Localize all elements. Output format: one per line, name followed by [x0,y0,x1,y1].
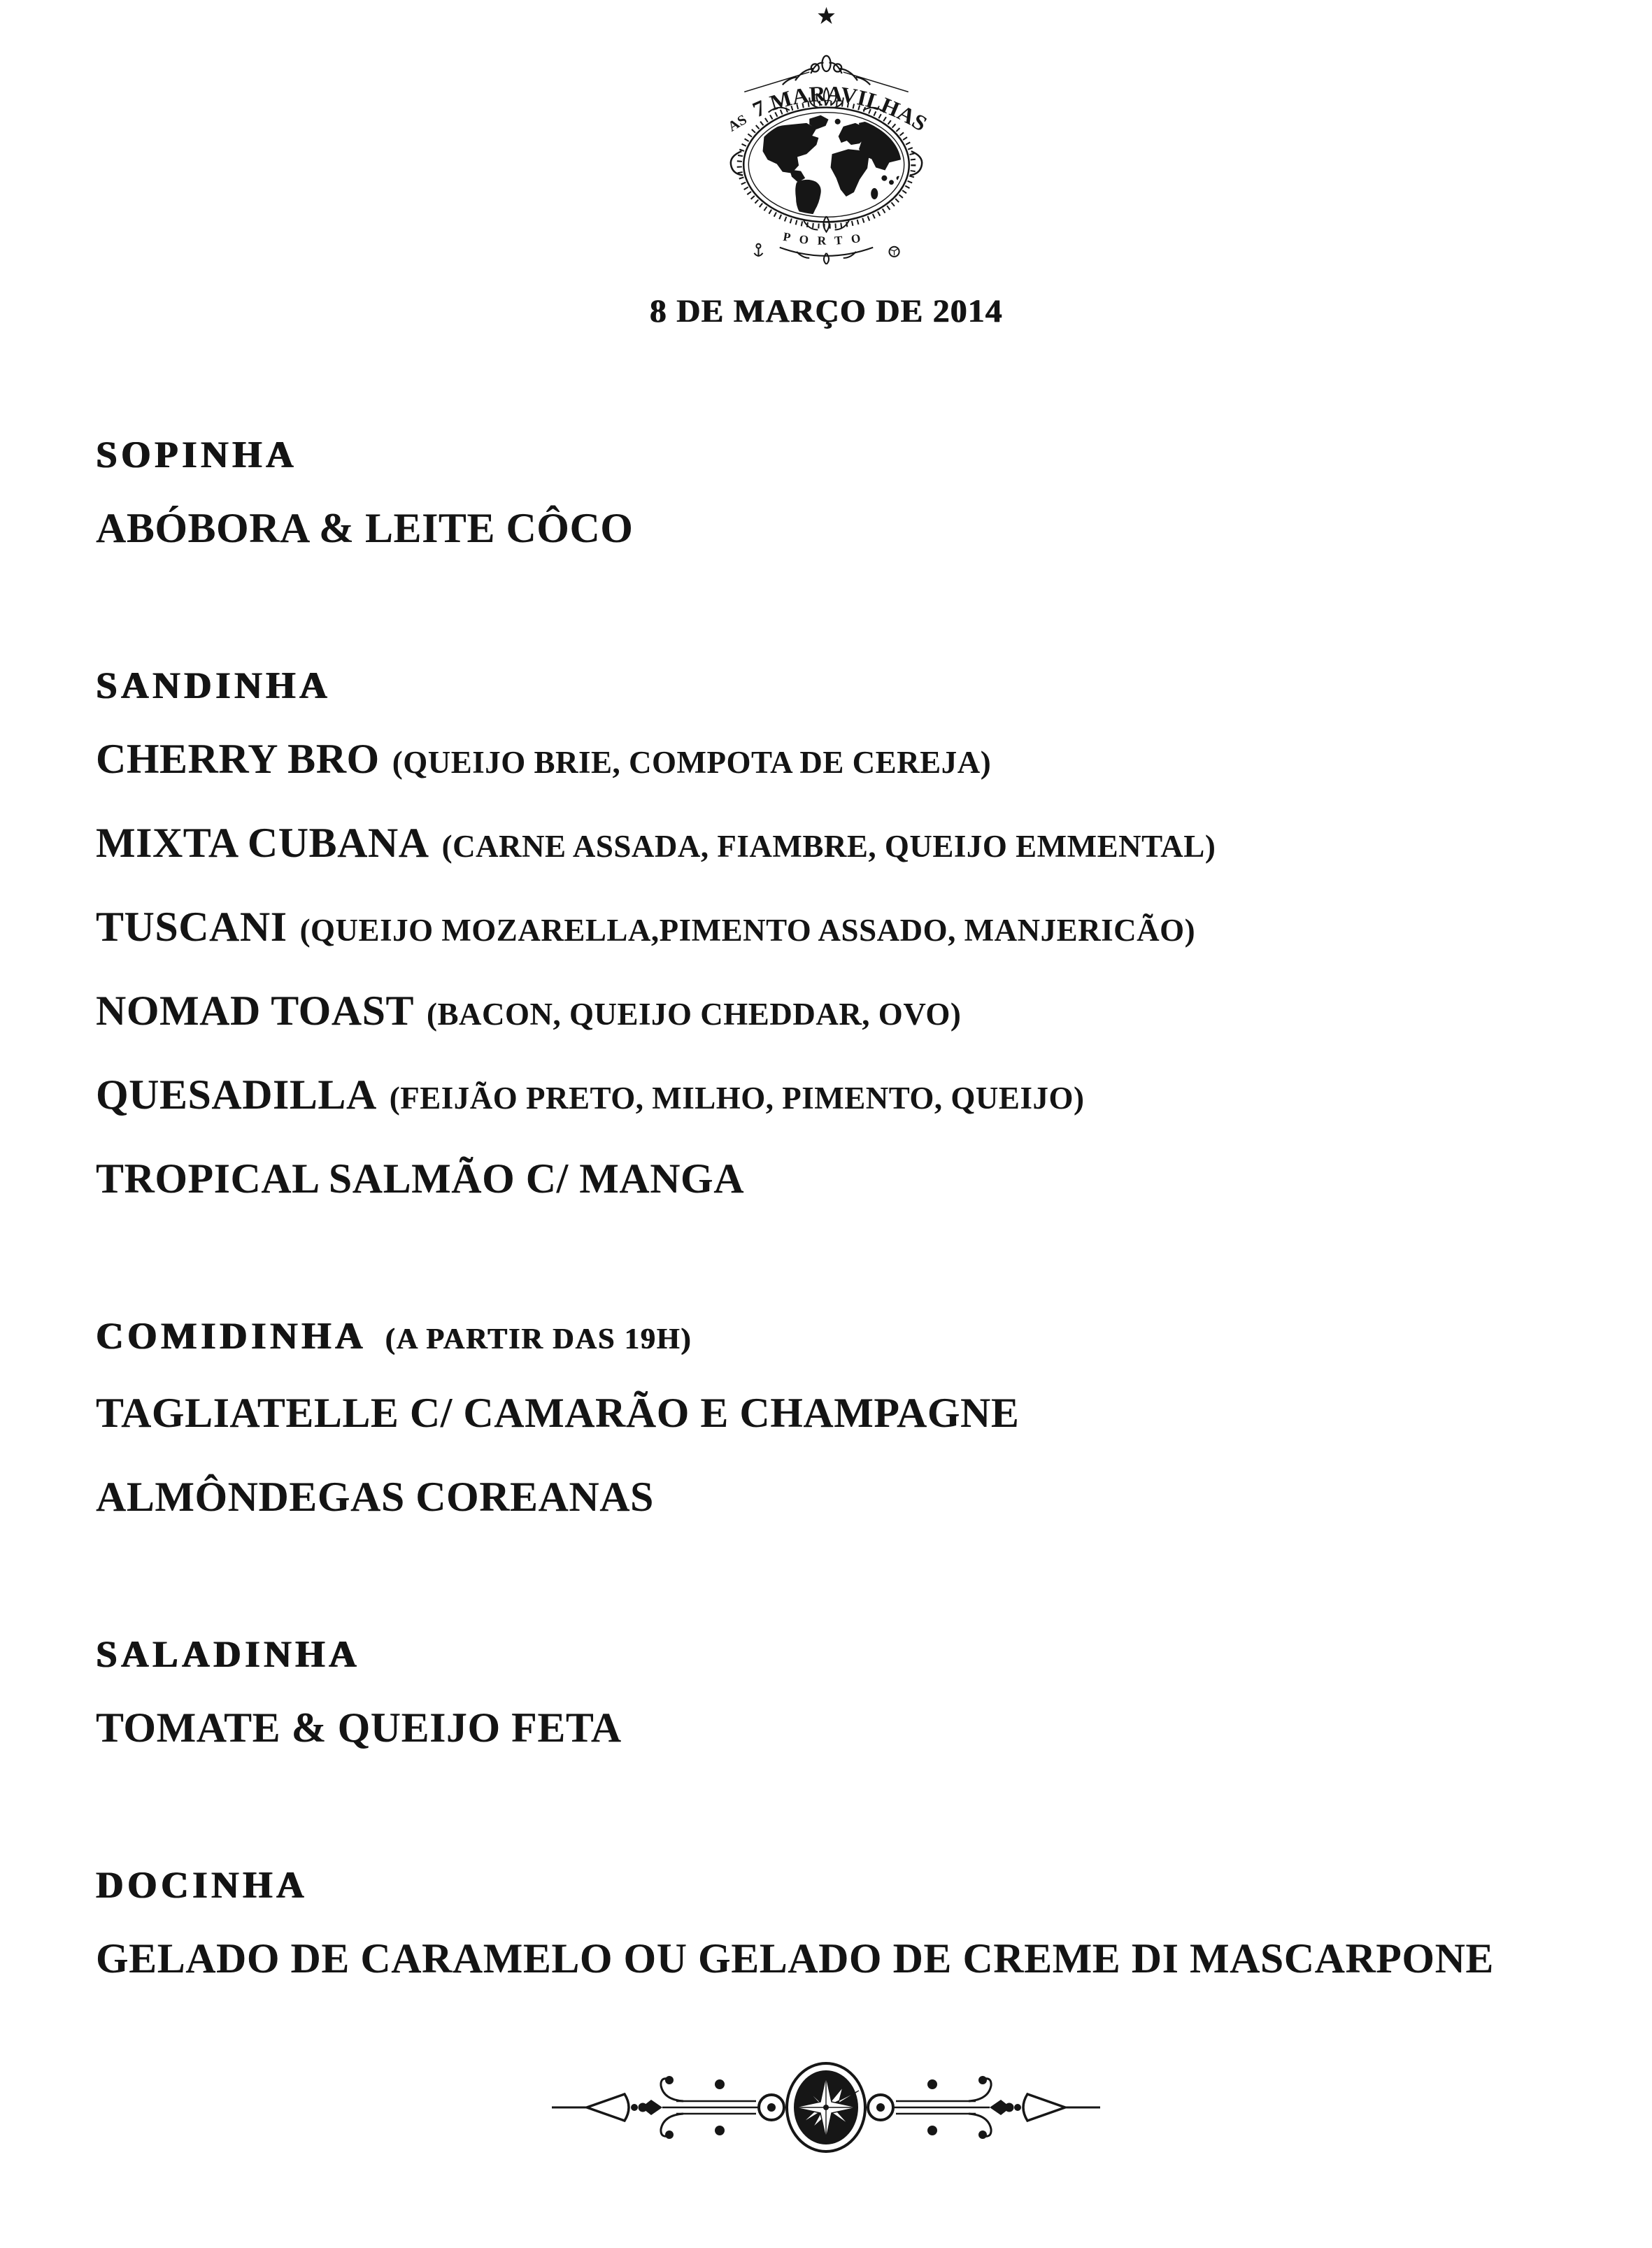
menu-item [96,890,1582,974]
section-title [96,649,1582,723]
logo-emblem-icon [706,4,947,264]
section-title-text: COMIDINHA [96,1315,365,1357]
compass-rose-icon [787,2063,865,2151]
item-name: TAGLIATELLE C/ CAMARÃO E CHAMPAGNE [96,1390,1020,1436]
item-name: ALMÔNDEGAS COREANAS [96,1474,654,1520]
item-description: (FEIJÃO PRETO, MILHO, PIMENTO, QUEIJO) [389,1081,1085,1116]
section-title [96,1618,1582,1691]
menu-item [96,1376,1582,1460]
menu-date: 8 DE MARÇO DE 2014 [649,293,1003,329]
menu-body [96,418,1582,2006]
section-title [96,418,1582,492]
item-name: TROPICAL SALMÃO C/ MANGA [96,1155,745,1202]
item-description: (QUEIJO BRIE, COMPOTA DE CEREJA) [392,745,992,780]
menu-item [96,1058,1582,1142]
bottom-flourish [779,248,872,264]
item-name: ABÓBORA & LEITE CÔCO [96,505,634,551]
menu-item [96,1460,1582,1544]
section-title-text: DOCINHA [96,1864,308,1906]
section-title-text: SOPINHA [96,434,298,476]
crest-ornament [782,56,869,85]
menu-item [96,806,1582,890]
item-name: TUSCANI [96,904,287,950]
ball-icon [889,247,899,257]
menu-item [96,974,1582,1058]
item-description: (BACON, QUEIJO CHEDDAR, OVO) [427,997,962,1032]
menu-item [96,723,1582,806]
item-description: (CARNE ASSADA, FIAMBRE, QUEIJO EMMENTAL) [441,829,1216,864]
item-name: TOMATE & QUEIJO FETA [96,1705,622,1751]
star-icon [818,7,834,24]
bullseye-right [868,2095,893,2120]
section-title-text: SANDINHA [96,664,332,706]
logo [0,4,1652,264]
section-title [96,1300,1582,1376]
item-description: (QUEIJO MOZARELLA,PIMENTO ASSADO, MANJERICÃO) [299,913,1196,948]
section-title-text: SALADINHA [96,1633,361,1675]
item-name: CHERRY BRO [96,736,380,782]
compass-divider-icon [546,2034,1106,2181]
menu-section-sopinha [96,418,1582,576]
logo-subtitle: PORTO [781,229,871,248]
logo-title-prefix: AS [725,112,749,135]
section-title-suffix: (A PARTIR DAS 19H) [385,1323,692,1356]
anchor-icon [754,244,762,257]
menu-section-saladinha [96,1618,1582,1775]
bullseye-left [759,2095,784,2120]
menu-item [96,492,1582,576]
menu-section-sandinha [96,649,1582,1226]
menu-item [96,1691,1582,1775]
item-name: NOMAD TOAST [96,988,415,1034]
world-map-icon [762,115,913,223]
logo-title-main: 7 MARAVILHAS [748,81,931,136]
menu-section-docinha [96,1849,1582,2006]
item-name: GELADO DE CARAMELO OU GELADO DE CREME DI MASCARPONE [96,1935,1494,1982]
menu-item [96,1142,1582,1226]
menu-section-comidinha [96,1300,1582,1544]
item-name: MIXTA CUBANA [96,820,429,866]
section-title [96,1849,1582,1922]
menu-item [96,1922,1582,2006]
item-name: QUESADILLA [96,1072,377,1118]
footer-divider [0,2034,1652,2181]
